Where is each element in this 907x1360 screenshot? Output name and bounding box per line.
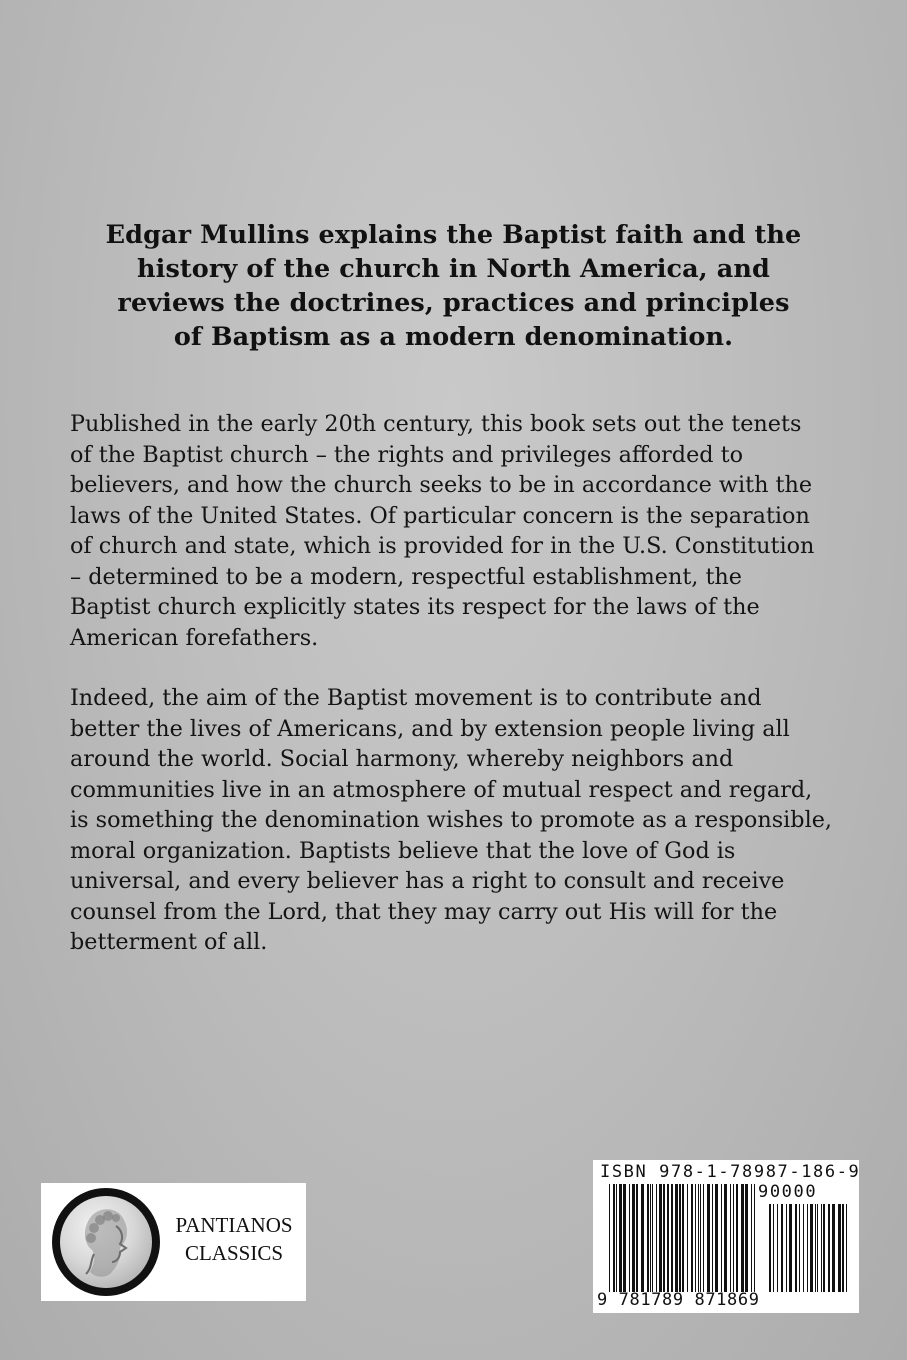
- barcode-bar: [623, 1184, 626, 1292]
- barcode-bar: [632, 1184, 635, 1292]
- barcode-bar: [751, 1184, 752, 1292]
- barcode-bar: [695, 1184, 696, 1292]
- intro-line: history of the church in North America, and: [137, 254, 770, 284]
- paragraph-line: Indeed, the aim of the Baptist movement is to contribute and: [70, 685, 762, 711]
- paragraph-line: betterment of all.: [70, 929, 268, 955]
- barcode-bar: [619, 1184, 622, 1292]
- paragraph-line: better the lives of Americans, and by extension people living all: [70, 715, 790, 742]
- barcode-bar: [842, 1204, 844, 1292]
- barcode-bar: [703, 1184, 704, 1292]
- barcode-bar: [698, 1184, 699, 1292]
- barcode-bar: [667, 1184, 669, 1292]
- barcode-bar: [823, 1204, 825, 1292]
- barcode-bar: [745, 1184, 748, 1292]
- description-paragraph-1: [70, 409, 850, 653]
- paragraph-line: around the world. Social harmony, whereby neighbors and: [70, 746, 734, 772]
- barcode-bar: [815, 1204, 816, 1292]
- barcode-bar: [647, 1184, 649, 1292]
- intro-line: of Baptism as a modern denomination.: [173, 322, 734, 352]
- barcode-bar: [736, 1184, 738, 1292]
- barcode-bar: [795, 1204, 797, 1292]
- description-paragraph-2: [70, 683, 850, 958]
- barcode-bar: [656, 1184, 657, 1292]
- barcode-bar: [613, 1184, 615, 1292]
- barcode-bar: [799, 1204, 800, 1292]
- paragraph-line: of the Baptist church – the rights and privileges afforded to: [70, 441, 744, 468]
- intro-blurb: [80, 218, 827, 354]
- paragraph-line: Baptist church explicitly states its respect for the laws of the: [70, 594, 760, 620]
- paragraph-line: is something the denomination wishes to promote as a responsible,: [70, 807, 832, 833]
- barcode-bar: [712, 1184, 713, 1292]
- publisher-name-line1: PANTIANOS: [175, 1213, 293, 1237]
- barcode-bar: [663, 1184, 665, 1292]
- barcode-bar: [715, 1184, 718, 1292]
- barcode-bar: [769, 1204, 771, 1292]
- paragraph-line: communities live in an atmosphere of mutual respect and regard,: [70, 776, 813, 803]
- barcode-bar: [652, 1184, 653, 1292]
- barcode-bar: [754, 1184, 755, 1292]
- coin-portrait-icon: [60, 1196, 152, 1288]
- paragraph-line: universal, and every believer has a right to consult and receive: [70, 868, 785, 894]
- barcode-bar: [777, 1204, 778, 1292]
- barcode-bar: [641, 1184, 644, 1292]
- publisher-logo-panel: [41, 1183, 306, 1301]
- barcode-bar: [724, 1184, 727, 1292]
- barcode-bar: [659, 1184, 662, 1292]
- publisher-name: [169, 1211, 299, 1267]
- paragraph-line: believers, and how the church seeks to be in accordance with the: [70, 472, 813, 498]
- paragraph-line: Published in the early 20th century, this book sets out the tenets: [70, 411, 802, 437]
- paragraph-line: counsel from the Lord, that they may carry out His will for the: [70, 898, 778, 925]
- barcode-bar: [707, 1184, 710, 1292]
- intro-line: Edgar Mullins explains the Baptist faith and the: [105, 220, 802, 250]
- barcode-bar: [700, 1184, 701, 1292]
- price-code: 90000: [758, 1182, 818, 1202]
- barcode-bar: [675, 1184, 678, 1292]
- barcode-bar: [807, 1204, 808, 1292]
- barcode-bar: [832, 1204, 835, 1292]
- ean-digits: 9 781789 871869: [597, 1290, 760, 1310]
- barcode-bar: [810, 1204, 813, 1292]
- paragraph-line: laws of the United States. Of particular concern is the separation: [70, 502, 810, 529]
- barcode-bar: [629, 1184, 630, 1292]
- publisher-name-line2: CLASSICS: [184, 1241, 284, 1265]
- barcode-bar: [636, 1184, 638, 1292]
- isbn-label: ISBN 978-1-78987-186-9: [600, 1162, 861, 1182]
- coin-border: [52, 1188, 160, 1296]
- barcode-bar: [781, 1204, 783, 1292]
- barcode-bar: [838, 1204, 841, 1292]
- barcode-bars-main: [609, 1184, 755, 1292]
- barcode-bar: [846, 1204, 847, 1292]
- paragraph-line: – determined to be a modern, respectful establishment, the: [70, 563, 742, 590]
- isbn-barcode: [593, 1160, 859, 1313]
- barcode-bar: [721, 1184, 722, 1292]
- barcode-bar: [821, 1204, 822, 1292]
- barcode-bar: [730, 1184, 731, 1292]
- paragraph-line: of church and state, which is provided for in the U.S. Constitution: [70, 533, 815, 559]
- barcode-bar: [679, 1184, 681, 1292]
- paragraph-line: moral organization. Baptists believe that the love of God is: [70, 837, 736, 864]
- intro-line: reviews the doctrines, practices and principles: [117, 288, 790, 318]
- barcode-bar: [609, 1184, 610, 1292]
- barcode-bar: [817, 1204, 818, 1292]
- barcode-bar: [682, 1184, 684, 1292]
- barcode-bar: [773, 1204, 774, 1292]
- barcode-bar: [786, 1204, 787, 1292]
- barcode-bar: [733, 1184, 734, 1292]
- barcode-bar: [687, 1184, 688, 1292]
- barcode-bar: [803, 1204, 804, 1292]
- barcode-bar: [828, 1204, 830, 1292]
- barcode-bar: [671, 1184, 673, 1292]
- barcode-bar: [650, 1184, 651, 1292]
- barcode-bar: [691, 1184, 693, 1292]
- barcode-bar: [789, 1204, 792, 1292]
- barcode-bars-addon: [769, 1204, 849, 1292]
- barcode-bar: [741, 1184, 744, 1292]
- paragraph-line: American forefathers.: [70, 624, 319, 651]
- barcode-bar: [616, 1184, 617, 1292]
